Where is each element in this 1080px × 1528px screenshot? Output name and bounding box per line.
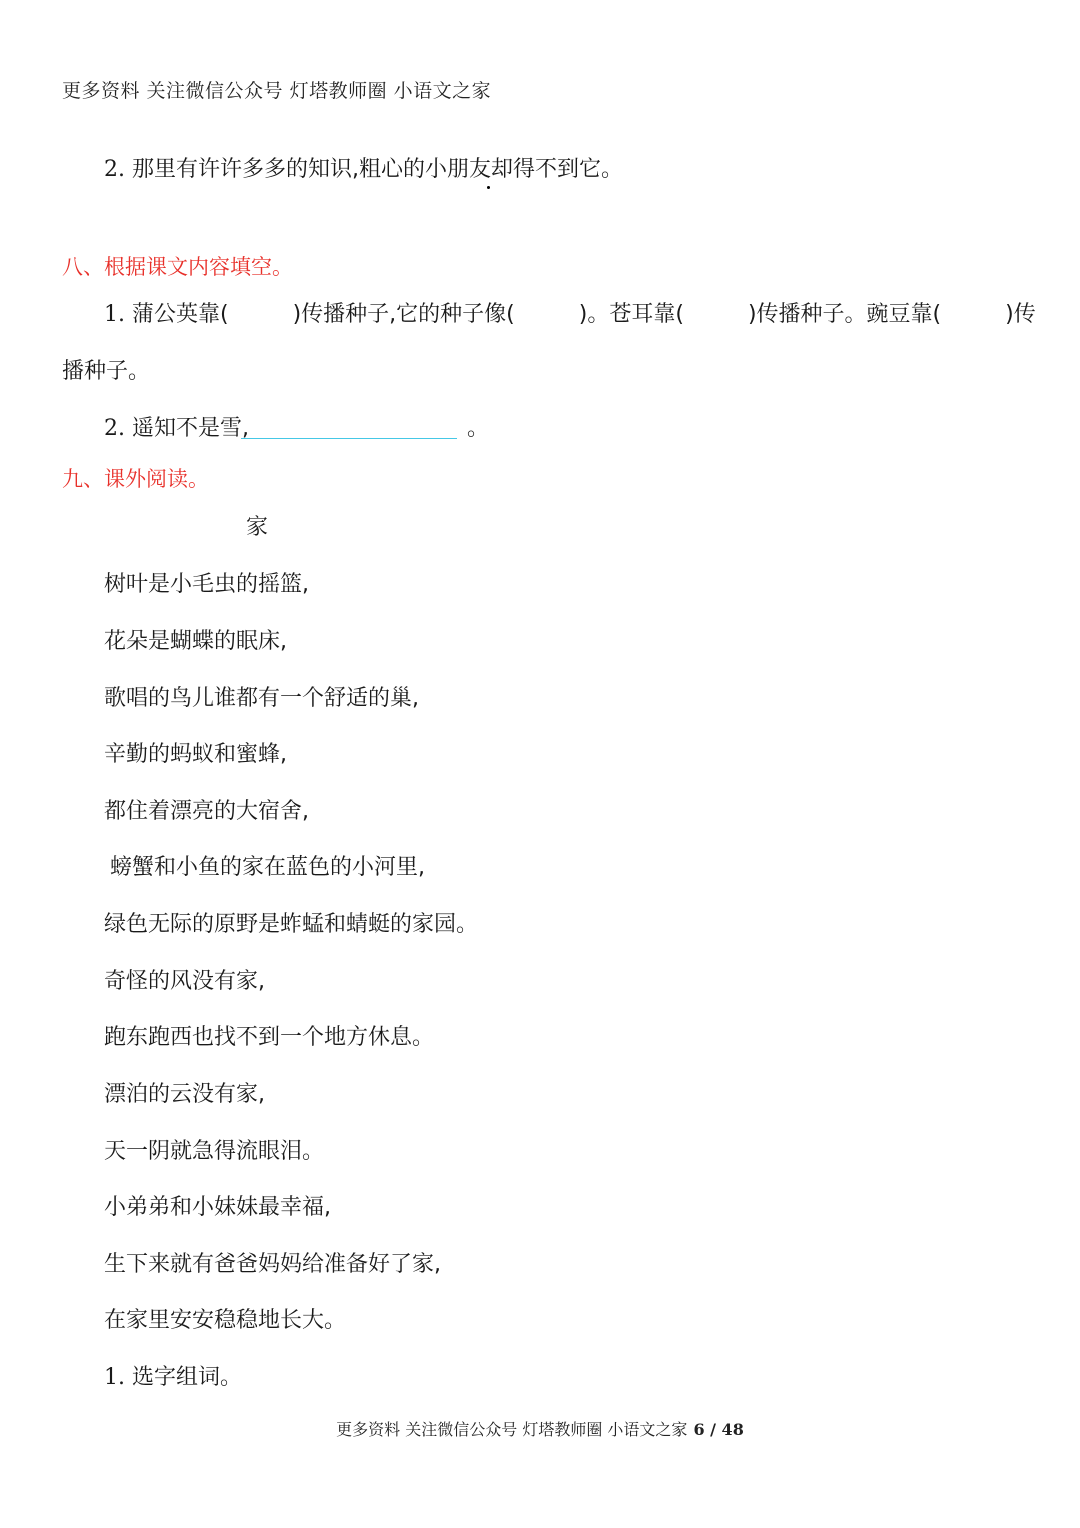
poem-line: 生下来就有爸爸妈妈给准备好了家,: [104, 1252, 441, 1277]
question-7-item-2: [104, 155, 623, 185]
section-8-title: 八、根据课文内容填空。: [62, 255, 293, 279]
poem-line: 辛勤的蚂蚁和蜜蜂,: [104, 742, 287, 767]
poem-line: 小弟弟和小妹妹最幸福,: [104, 1195, 331, 1220]
item-text-part-1: 蒲公英靠(: [132, 302, 229, 327]
item-text: 遥知不是雪,: [132, 416, 249, 441]
item-end: 。: [467, 416, 490, 441]
item-text-part-3: )。苍耳靠(: [578, 302, 684, 327]
poem-line: 奇怪的风没有家,: [104, 969, 265, 994]
section-9-title: 九、课外阅读。: [62, 467, 209, 491]
page-footer: [0, 1417, 1080, 1440]
page-number: 6 / 48: [693, 1420, 744, 1439]
poem-line: 树叶是小毛虫的摇篮,: [104, 572, 309, 597]
item-number: 1.: [104, 302, 125, 327]
item-number: 2.: [104, 416, 125, 441]
answer-underline: [241, 438, 457, 439]
section-8-item-2: [104, 414, 489, 444]
item-text: 选字组词。: [132, 1365, 243, 1390]
poem-line: 天一阴就急得流眼泪。: [104, 1139, 325, 1164]
section-8-item-1-continuation: 播种子。: [62, 359, 151, 384]
poem-line: 歌唱的鸟儿谁都有一个舒适的巢,: [104, 686, 419, 711]
section-8-item-1: [104, 300, 1036, 330]
emphasis-dot: [487, 186, 490, 189]
section-9-question-1: [104, 1363, 242, 1393]
poem-line: 在家里安安稳稳地长大。: [104, 1308, 347, 1333]
poem-line: 花朵是蝴蝶的眠床,: [104, 629, 287, 654]
footer-text: 更多资料 关注微信公众号 灯塔教师圈 小语文之家: [336, 1420, 688, 1439]
poem-line: 绿色无际的原野是蚱蜢和蜻蜓的家园。: [104, 912, 479, 937]
poem-line: 都住着漂亮的大宿舍,: [104, 799, 309, 824]
poem-title: 家: [246, 515, 269, 540]
item-text: 那里有许许多多的知识,粗心的小朋友却得不到它。: [132, 157, 623, 182]
poem-line: 螃蟹和小鱼的家在蓝色的小河里,: [110, 855, 425, 880]
poem-line: 漂泊的云没有家,: [104, 1082, 265, 1107]
poem-line: 跑东跑西也找不到一个地方休息。: [104, 1025, 435, 1050]
item-text-part-2: )传播种子,它的种子像(: [292, 302, 515, 327]
item-number: 2.: [104, 157, 125, 182]
item-text-part-5: )传: [1005, 302, 1036, 327]
item-text-part-4: )传播种子。豌豆靠(: [747, 302, 942, 327]
page-header: 更多资料 关注微信公众号 灯塔教师圈 小语文之家: [62, 80, 492, 102]
item-number: 1.: [104, 1365, 125, 1390]
